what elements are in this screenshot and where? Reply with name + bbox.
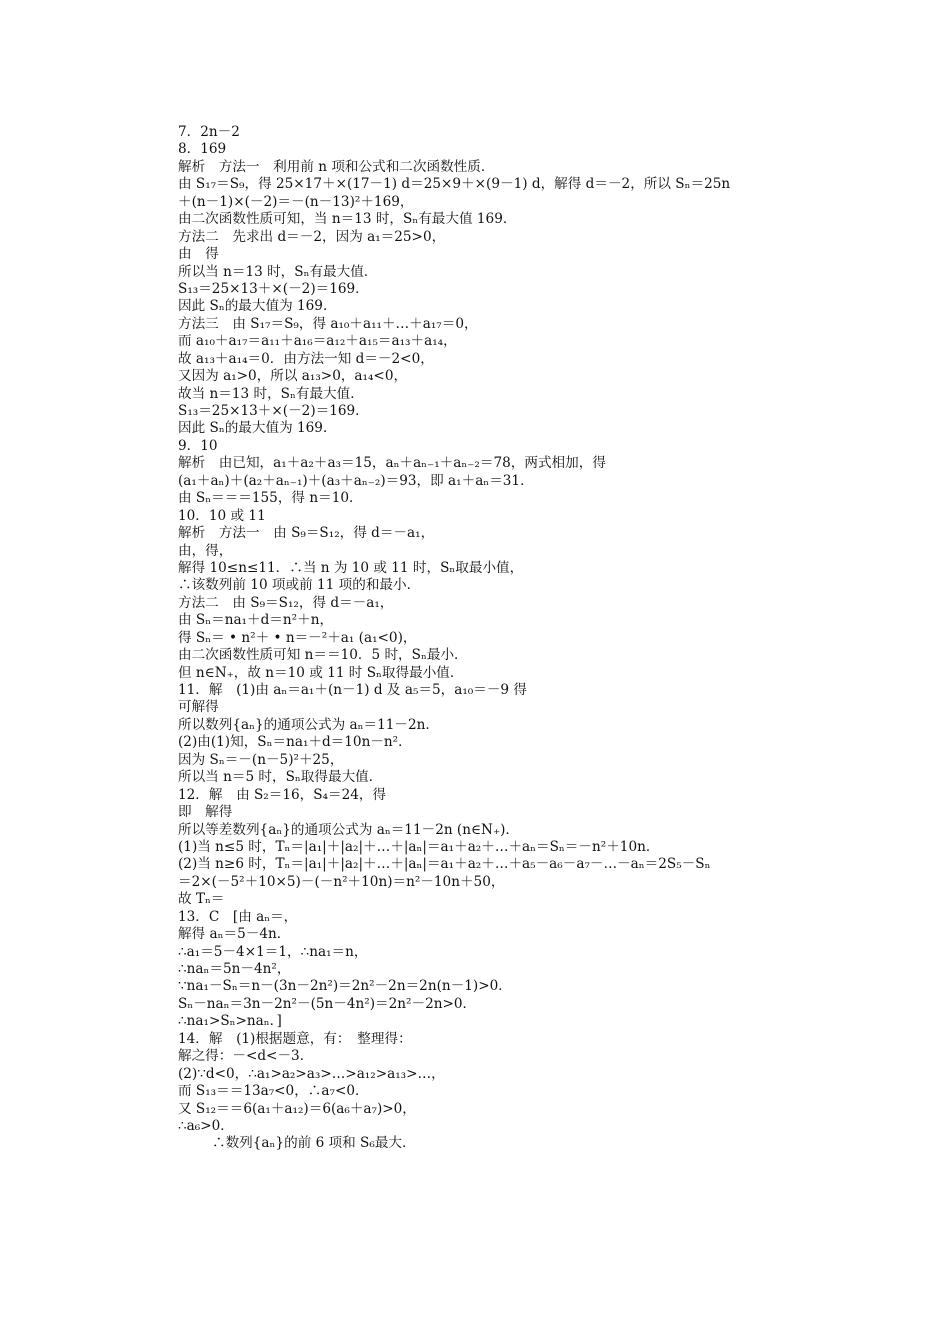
- text-line: ∴na₁>Sₙ>naₙ．]: [178, 1013, 282, 1030]
- text-line: 所以当 n＝13 时，Sₙ有最大值．: [178, 263, 378, 280]
- text-line: 因为 Sₙ＝－(n－5)²＋25，: [178, 751, 344, 768]
- text-line: 但 n∈N₊，故 n＝10 或 11 时 Sₙ取得最小值．: [178, 664, 464, 681]
- text-line: 可解得: [178, 699, 219, 716]
- text-line: 得 Sₙ＝ • n²＋ • n＝－²＋a₁ (a₁<0)，: [178, 629, 417, 646]
- text-line: 故 Tₙ＝: [178, 891, 225, 908]
- text-line: 方法二 由 S₉＝S₁₂，得 d＝－a₁，: [178, 594, 394, 611]
- text-line: S₁₃＝25×13＋×(－2)＝169．: [178, 280, 369, 297]
- text-line: 由二次函数性质可知，当 n＝13 时，Sₙ有最大值 169．: [178, 211, 517, 228]
- text-line: 解之得：－<d<－3．: [178, 1048, 314, 1065]
- text-line: 解得 10≤n≤11．∴当 n 为 10 或 11 时，Sₙ取最小值，: [178, 559, 524, 576]
- text-line: 解析 由已知，a₁＋a₂＋a₃＝15，aₙ＋aₙ₋₁＋aₙ₋₂＝78，两式相加，得: [178, 455, 606, 472]
- text-line: 由 得: [178, 246, 219, 263]
- text-line: 又 S₁₂＝＝6(a₁＋a₁₂)＝6(a₆＋a₇)>0，: [178, 1100, 416, 1117]
- text-line: 而 a₁₀＋a₁₇＝a₁₁＋a₁₆＝a₁₂＋a₁₅＝a₁₃＋a₁₄，: [178, 333, 457, 350]
- text-line: 又因为 a₁>0，所以 a₁₃>0，a₁₄<0，: [178, 368, 408, 385]
- text-line: ∴a₆>0．: [178, 1117, 234, 1134]
- text-line: 13．C [由 aₙ＝，: [178, 908, 298, 925]
- text-line: ∴naₙ＝5n－4n²，: [178, 961, 291, 977]
- text-line: 由 Sₙ＝＝＝155，得 n＝10．: [178, 490, 363, 507]
- text-line: S₁₃＝25×13＋×(－2)＝169．: [178, 403, 369, 419]
- text-line: 解析 方法一 由 S₉＝S₁₂，得 d＝－a₁，: [178, 525, 435, 542]
- text-line: 因此 Sₙ的最大值为 169．: [178, 420, 337, 437]
- text-line: ∴数列{aₙ}的前 6 项和 S₆最大．: [212, 1135, 416, 1152]
- text-line: ∴a₁＝5－4×1＝1，∴na₁＝n，: [178, 943, 368, 960]
- text-line: 所以当 n＝5 时，Sₙ取得最大值．: [178, 769, 383, 786]
- text-line: (a₁＋aₙ)＋(a₂＋aₙ₋₁)＋(a₃＋aₙ₋₂)＝93，即 a₁＋aₙ＝31．: [178, 472, 534, 489]
- text-line: 由 S₁₇＝S₉，得 25×17＋×(17－1) d＝25×9＋×(9－1) d，解得 d＝－2，所以 Sₙ＝25n: [178, 176, 731, 193]
- text-line: (2)由(1)知，Sₙ＝na₁＋d＝10n－n²．: [178, 734, 412, 751]
- text-line: 10．10 或 11: [178, 507, 266, 524]
- text-line: (2)∵d<0，∴a₁>a₂>a₃>…>a₁₂>a₁₃>…，: [178, 1065, 445, 1082]
- text-line: 11．解 (1)由 aₙ＝a₁＋(n－1) d 及 a₅＝5，a₁₀＝－9 得: [178, 682, 527, 698]
- text-line: 12．解 由 S₂＝16，S₄＝24，得: [178, 786, 387, 803]
- text-line: (1)当 n≤5 时，Tₙ＝|a₁|＋|a₂|＋…＋|aₙ|＝a₁＋a₂＋…＋aₙ＝Sₙ＝－n²＋10n．: [178, 838, 660, 855]
- text-line: 所以等差数列{aₙ}的通项公式为 aₙ＝11－2n (n∈N₊)．: [178, 821, 520, 838]
- text-line: 所以数列{aₙ}的通项公式为 aₙ＝11－2n．: [178, 716, 440, 733]
- solution-text: [178, 124, 818, 1153]
- text-line: Sₙ－naₙ＝3n－2n²－(5n－4n²)＝2n²－2n>0．: [178, 995, 477, 1012]
- text-line: ∴该数列前 10 项或前 11 项的和最小．: [178, 577, 421, 594]
- text-line: 因此 Sₙ的最大值为 169．: [178, 298, 337, 315]
- text-line: 9．10: [178, 437, 218, 454]
- text-line: ＋(n－1)×(－2)＝－(n－13)²＋169，: [178, 193, 414, 210]
- text-line: 8．169: [178, 141, 227, 158]
- text-line: 方法三 由 S₁₇＝S₉，得 a₁₀＋a₁₁＋…＋a₁₇＝0，: [178, 315, 478, 332]
- text-line: 故 a₁₃＋a₁₄＝0．由方法一知 d＝－2<0，: [178, 350, 434, 367]
- text-line: 即 解得: [178, 804, 233, 821]
- text-line: 7．2n－2: [178, 124, 240, 140]
- text-line: ∵na₁－Sₙ＝n－(3n－2n²)＝2n²－2n＝2n(n－1)>0．: [178, 978, 512, 995]
- text-line: 而 S₁₃＝＝13a₇<0，∴a₇<0．: [178, 1083, 369, 1100]
- text-line: 由，得，: [178, 542, 233, 559]
- text-line: 故当 n＝13 时，Sₙ有最大值．: [178, 385, 364, 402]
- text-line: 14．解 (1)根据题意，有： 整理得：: [178, 1030, 412, 1047]
- text-line: 由 Sₙ＝na₁＋d＝n²＋n，: [178, 612, 334, 629]
- text-line: 解析 方法一 利用前 n 项和公式和二次函数性质．: [178, 158, 495, 175]
- text-line: ＝2×(－5²＋10×5)－(－n²＋10n)＝n²－10n＋50，: [178, 873, 505, 890]
- text-line: 解得 aₙ＝5－4n．: [178, 926, 291, 943]
- text-line: (2)当 n≥6 时，Tₙ＝|a₁|＋|a₂|＋…＋|aₙ|＝a₁＋a₂＋…＋a₅－a₆－a₇－…－aₙ＝2S₅－Sₙ: [178, 856, 711, 873]
- text-line: 方法二 先求出 d＝－2，因为 a₁＝25>0，: [178, 228, 446, 245]
- text-line: 由二次函数性质可知 n＝＝10．5 时，Sₙ最小．: [178, 647, 468, 664]
